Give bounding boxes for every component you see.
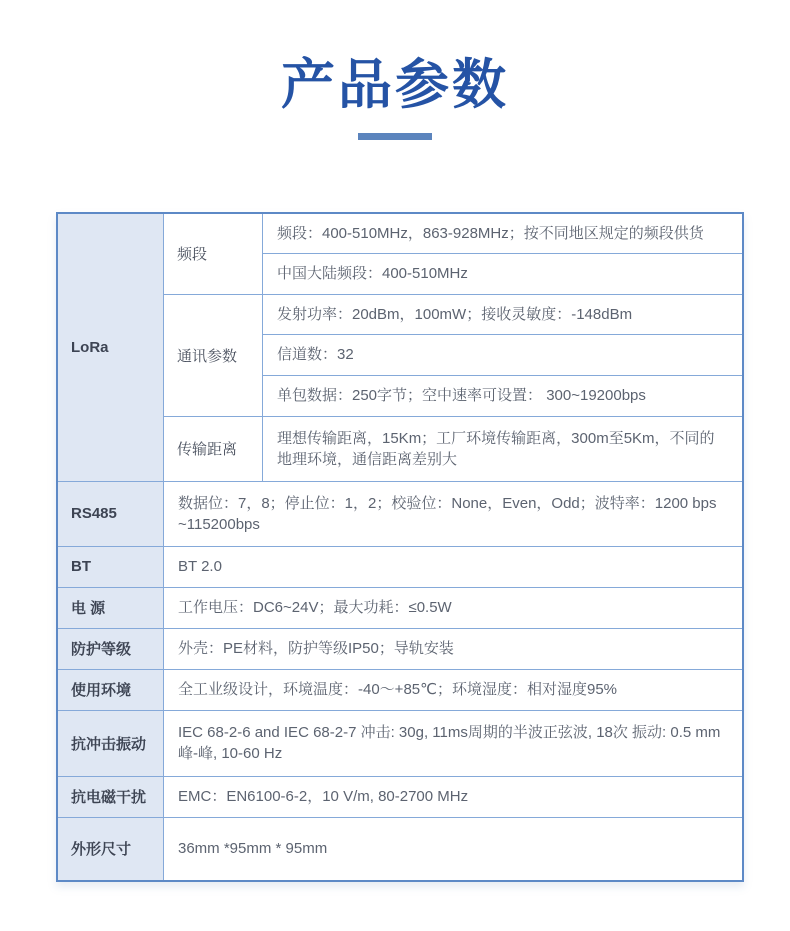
group-label-dimensions: 外形尺寸 bbox=[57, 817, 164, 881]
spec-value-transmission-distance: 理想传输距离，15Km；工厂环境传输距离，300m至5Km，不同的地理环境，通信距离差别大 bbox=[263, 416, 744, 481]
table-row bbox=[57, 481, 743, 546]
product-spec-table bbox=[56, 212, 744, 882]
title-underline-bar bbox=[358, 133, 432, 140]
spec-value-dimensions: 36mm *95mm * 95mm bbox=[164, 817, 744, 881]
group-label-rs485: RS485 bbox=[57, 481, 164, 546]
group-label-bt: BT bbox=[57, 546, 164, 587]
table-row bbox=[57, 669, 743, 710]
spec-value-frequency-range: 频段：400-510MHz，863-928MHz；按不同地区规定的频段供货 bbox=[263, 213, 744, 253]
sub-label-transmission-distance: 传输距离 bbox=[164, 416, 263, 481]
spec-value-transmit-power: 发射功率：20dBm，100mW；接收灵敏度：-148dBm bbox=[263, 294, 744, 334]
table-row bbox=[57, 817, 743, 881]
table-row bbox=[57, 587, 743, 628]
spec-value-emi-resistance: EMC：EN6100-6-2，10 V/m, 80-2700 MHz bbox=[164, 776, 744, 817]
group-label-lora: LoRa bbox=[57, 213, 164, 481]
spec-value-packet-data: 单包数据：250字节；空中速率可设置： 300~19200bps bbox=[263, 375, 744, 416]
group-label-protection-rating: 防护等级 bbox=[57, 628, 164, 669]
spec-value-channel-count: 信道数：32 bbox=[263, 334, 744, 375]
table-row bbox=[57, 710, 743, 776]
sub-label-communication-params: 通讯参数 bbox=[164, 294, 263, 416]
spec-value-protection-rating: 外壳：PE材料，防护等级IP50；导轨安装 bbox=[164, 628, 744, 669]
group-label-emi-resistance: 抗电磁干扰 bbox=[57, 776, 164, 817]
table-row bbox=[57, 628, 743, 669]
table-row bbox=[57, 213, 743, 253]
group-label-shock-vibration: 抗冲击振动 bbox=[57, 710, 164, 776]
sub-label-frequency-band: 频段 bbox=[164, 213, 263, 294]
group-label-power: 电 源 bbox=[57, 587, 164, 628]
page-title: 产品参数 bbox=[281, 55, 509, 115]
group-label-operating-environment: 使用环境 bbox=[57, 669, 164, 710]
spec-value-china-frequency: 中国大陆频段：400-510MHz bbox=[263, 253, 744, 294]
spec-value-operating-environment: 全工业级设计，环境温度：-40～+85℃；环境湿度：相对湿度95% bbox=[164, 669, 744, 710]
spec-value-shock-vibration: IEC 68-2-6 and IEC 68-2-7 冲击: 30g, 11ms周期的半波正弦波, 18次 振动: 0.5 mm 峰-峰, 10-60 Hz bbox=[164, 710, 744, 776]
table-row bbox=[57, 776, 743, 817]
spec-value-bt: BT 2.0 bbox=[164, 546, 744, 587]
table-row bbox=[57, 546, 743, 587]
spec-value-rs485: 数据位：7，8；停止位：1，2；校验位：None，Even，Odd；波特率：1200 bps ~115200bps bbox=[164, 481, 744, 546]
spec-value-power: 工作电压：DC6~24V；最大功耗：≤0.5W bbox=[164, 587, 744, 628]
